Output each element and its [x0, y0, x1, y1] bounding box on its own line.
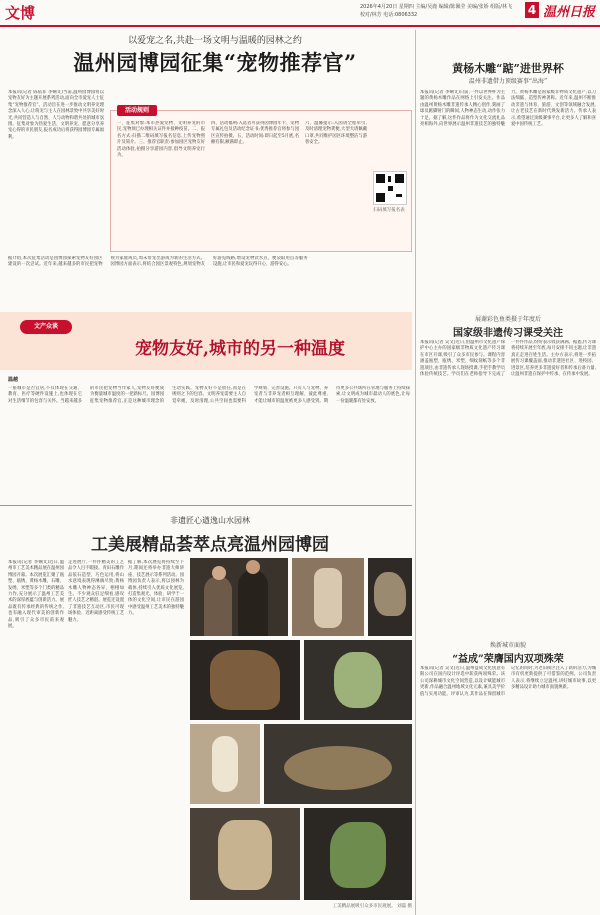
culture-tag: 文产众谈 — [20, 320, 72, 334]
section-title: 文博 — [5, 4, 36, 22]
lead-body-bottom: 据介绍,本次征集活动是园博园探索宠物友好园区建设的一次尝试。近年来,越来越多的市民把宠物视为家庭成员,周末带宠出游成为新的生活方式。园博园方面表示,将结合园区景观特色,规划宠物友好游览线路,增设宠物饮水点、便袋取用点等服务设施,让市民和爱宠玩得开心、游得安心。 — [8, 256, 308, 268]
photo-caption: 工美精品展吸引众多市民观展。 刘磊 摄 — [332, 904, 412, 909]
culture-byline: 温越 — [8, 377, 19, 383]
rb-kicker: 焕新城市面貌 — [489, 642, 526, 649]
rules-col-1: 一、征集对象:本市热爱宠物、文明养宠的市民,宠物须已办理相关证件并接种疫苗。二、报名方式:扫描二维码填写报名信息,上传宠物照片及简介。三、推荐官职责:参加园区宠物友好活动体验,拍摄分享游园内容,倡导文明养宠行为。 — [117, 121, 205, 159]
rb-body: 本报讯(记者 吴文)近日,温州益成文化创意有限公司在国内设计评选中斩获两项殊荣。该公司深耕城市文化空间营造,以设计赋能城市更新,作品融合温州地域文化元素,兼具美学价值与实用功能。评审认为,其作品在保留城市记忆的同时,为老旧街区注入了新的活力,为城市有机更新提供了可借鉴的范例。公司负责人表示,将继续立足温州,讲好城市故事,以更多精品设计助力城市面貌焕新。 — [420, 666, 596, 697]
culture-banner — [0, 312, 412, 370]
qr-code[interactable] — [373, 171, 407, 205]
newspaper-logo: 温州日报 — [543, 5, 596, 20]
column-divider — [415, 30, 416, 915]
rb-headline: “益成”荣膺国内双项殊荣 — [452, 654, 564, 665]
craft-headline: 工美展精品荟萃点亮温州园博园 — [91, 535, 329, 555]
page-number: 4 — [525, 2, 539, 18]
rm-kicker: 展谢彩色鱼类摄于年度后 — [474, 316, 541, 323]
rules-tag: 活动规则 — [117, 105, 157, 116]
photo-stone — [368, 558, 412, 636]
rules-col-2: 四、活动福利:入选者可获得园博园年卡、宠物专属礼包及活动纪念证书;优秀推荐官将参与园区宣传拍摄。五、活动时间:即日起至5月底,名额有限,额满即止。 — [211, 121, 299, 146]
rt-headline: 黄杨木雕“踮”进世界杯 — [452, 62, 564, 75]
culture-headline: 宠物友好,城市的另一种温度 — [135, 339, 345, 359]
photo-root-carving — [190, 640, 300, 720]
lead-body-left: 本报讯(记者 陈依菲 李娴文)当前,温州园博园将以宠物友好为主题开展系列活动,面向全市爱宠人士征集“宠物推荐官”。活动旨在进一步推动文明养宠理念深入人心,让萌宠与主人在园林景致中共享美好时光,共同营造人与自然、人与动物和谐共处的城市氛围。征集对象为热爱生活、文明养宠、愿意分享养宠心得的市民朋友,报名成功后将获得园博园专属福利。 — [8, 90, 104, 140]
rt-subtitle: 温州非遗借力顶级赛事“出海” — [468, 78, 548, 85]
craft-col-2: 走进展厅,一件件精美的工艺品令人目不暇接。青田石雕作品依石造型、巧色运用,将山水意境表现得淋漓尽致;黄杨木雕人物神态各异、栩栩如生。不少观众驻足细看,感叹匠人技艺之精湛。展览还设置了非遗技艺互动区,市民可现场体验、近距离感受传统工艺魅力。 — [68, 560, 124, 623]
craft-kicker: 非遗匠心遒逸山水园林 — [170, 516, 250, 525]
photo-carving-tall — [292, 558, 364, 636]
rules-box — [110, 107, 412, 252]
photo-green-carving — [304, 808, 412, 900]
header-meta-contact: 校对/林芳 电话:0806332 — [360, 12, 418, 18]
rules-col-3: 六、温馨提示:入园请全程牵引,及时清理宠物粪便,大型犬请佩戴口罩,共同维护园区环境整洁与游客安全。 — [305, 121, 367, 146]
photo-figurine — [190, 724, 260, 804]
lead-kicker: 以爱宠之名,共赴一场文明与温暖的园林之约 — [128, 36, 302, 46]
culture-body: 一座城市是否宜居,不仅体现在交通、教育、医疗等硬件设施上,也体现在它对生活细节的包容与关怀。当越来越多的市民把宠物当作家人,宠物友好便成为衡量城市温度的一把新标尺。园博园征集宠物推荐官,正是这种城市理念的生动实践。宠物友好不是放任,而是在规则之下的包容。文明养宠需要主人自觉牵绳、及时清理,公共空间也需要科学规划、完善设施。只有人与宠物、养宠者与非养宠者相互理解、彼此尊重,才能让城市的温度被更多人感受到。期待更多公共场所在管理与服务上持续探索,让文明成为城市最动人的底色,让每一份温暖都有处安放。 — [8, 386, 410, 404]
rm-body: 本报讯(记者 吴文)近日,由温州市文化遗产保护中心主办的国家级非物质文化遗产传习课在市区开课,吸引了众多市民参与。课程内容涵盖瓯塑、瓯绣、米塑、细纹刻纸等多个非遗项目,由非遗传承人现场授课,手把手教学员体验传统技艺。学员们在老师指导下完成了一件件作品,纷纷表示收获满满。据悉,传习课将持续开展至年底,每月安排不同主题,让非遗真正走进百姓生活。主办方表示,将进一步拓展传习课覆盖面,推动非遗进社区、进校园、进景区,培养更多非遗爱好者和传承后备力量,让温州非遗在保护中传承、在传承中发展。 — [420, 340, 596, 378]
photo-jade — [304, 640, 412, 720]
header-meta: 2026年4月20日 星期四 主编/吴鹿 编辑/陈佩莹 美编/张娇 组版/林飞 — [360, 4, 512, 10]
page-header — [0, 0, 600, 27]
craft-col-1: 本报讯(记者 李娴文)近日,温州市工艺美术精品展在温州园博园开幕。本次展览汇聚了瓯塑、瓯绣、黄杨木雕、石雕、发绣、米塑等多个门类的精品力作,充分展示了温州工艺美术的深厚底蕴与创新活力。展品既有传承经典的传统之作,也有融入现代审美的创新作品,吸引了众多市民前来观展。 — [8, 560, 64, 630]
rm-headline: 国家级非遗传习课受关注 — [453, 328, 563, 339]
rt-body: 本报讯(记者 李娴文)日前,一件以世界杯为主题的黄杨木雕作品在网络上引发关注。作品由温州黄杨木雕非遗传承人精心创作,刻画了球员踮脚射门的瞬间,人物神态生动,动作张力十足。据了解,这件作品将作为文化交流礼品亮相海外,向世界展示温州非遗技艺的独特魅力。黄杨木雕是国家级非物质文化遗产,以刀法细腻、造型传神著称。近年来,温州不断推动非遗与体育、旅游、文创等领域融合发展,让古老技艺在新时代焕发新活力。传承人表示,希望通过顶级赛事平台,让更多人了解和喜爱中国传统工艺。 — [420, 90, 596, 128]
photo-tray — [264, 724, 412, 804]
qr-caption: 扫码填写报名表 — [373, 208, 405, 213]
photo-sculpture — [190, 808, 300, 900]
section-rule — [0, 505, 412, 506]
photo-visitors — [190, 558, 288, 636]
craft-col-3: 据了解,本次展览将持续至下月,期间还将举办非遗大师讲座、技艺展示等系列活动。园博园负责人表示,将以园林为载体,持续引入优质文化展览,打造集观光、体验、研学于一体的文化空间,让市民在游园中感受温州工艺美术的独特魅力。 — [128, 560, 184, 617]
lead-headline: 温州园博园征集“宠物推荐官” — [73, 50, 357, 75]
